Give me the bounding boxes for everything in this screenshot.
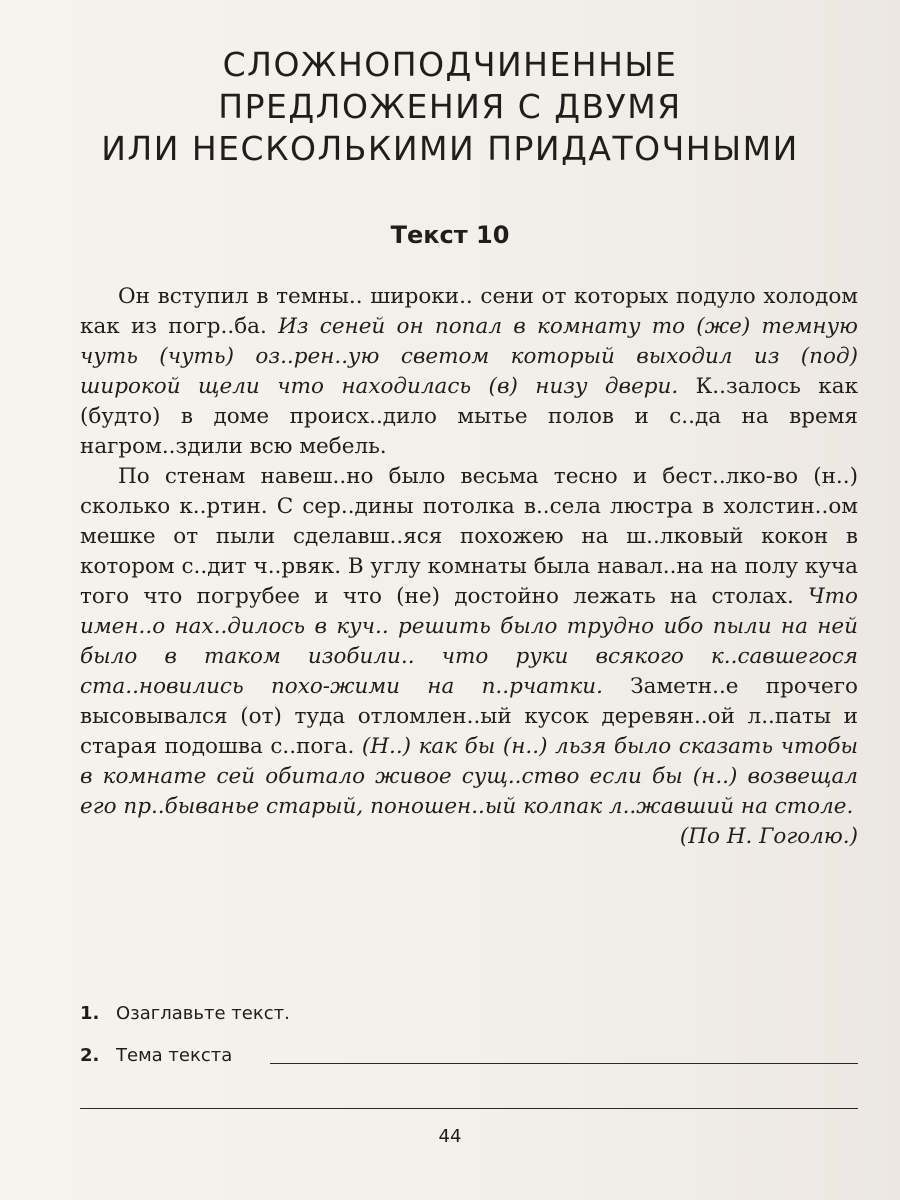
task-1-label: Озаглавьте текст.: [116, 1003, 290, 1024]
p2-part-1: По стенам навеш..но было весьма тесно и бест..лко-во (н..) сколько к..ртин. С сер..дины потолка в..села люстра в холстин..ом мешке от пыли сделавш..яся похожею на ш..лковый кокон в котором с..дит ч..рвяк. В углу комнаты была навал..на на полу куча того что погрубее и что (не) достойно лежать на столах.: [80, 464, 858, 609]
task-2-number: 2.: [80, 1045, 100, 1066]
attribution: (По Н. Гоголю.): [679, 824, 858, 849]
title-line-1: СЛОЖНОПОДЧИНЕННЫЕ: [222, 45, 678, 84]
page-number: 44: [438, 1126, 462, 1147]
task-list: [80, 1000, 858, 1084]
task-2: [80, 1042, 858, 1070]
p1-sentence-2-italic: Из сеней он попал в комнату то (же) темную чуть (чуть) оз..рен..ую светом который выходил из (под) широкой щели что находилась (в) низу двери.: [80, 314, 858, 399]
p1-sentence-3: К..залось как (будто) в доме происх..дило мытье полов и с..да на время нагром..здили всю мебель.: [80, 374, 858, 459]
answer-line-task-2[interactable]: [270, 1063, 858, 1064]
task-1: [80, 1000, 858, 1028]
paragraph-2: [80, 462, 858, 852]
task-2-label: Тема текста: [116, 1045, 233, 1066]
p2-part-4-italic: (Н..) как бы (н..) льзя было сказать чтобы в комнате сей обитало живое сущ..ство если бы (н..) возвещал его пр..бываньe старый, поношен..ый колпак л..жавший на столе.: [80, 734, 858, 819]
title-line-2: ПРЕДЛОЖЕНИЯ С ДВУМЯ: [218, 87, 682, 126]
p2-part-2-italic: Что имен..о нах..дилось в куч.. решить было трудно ибо пыли на ней было в таком изобили.. что руки всякого к..савшегося ста..новились похо-жими на п..рчатки.: [80, 584, 858, 699]
task-1-number: 1.: [80, 1003, 100, 1024]
paragraph-1: [80, 282, 858, 462]
answer-line-extra[interactable]: [80, 1108, 858, 1109]
exercise-text: [80, 282, 858, 852]
p2-part-3: Заметн..е прочего высовывался (от) туда отломлен..ый кусок деревян..ой л..паты и старая подошва с..пога.: [80, 674, 858, 759]
text-heading: Текст 10: [390, 221, 510, 249]
p1-sentence-1: Он вступил в темны.. широки.. сени от которых подуло холодом как из погр..ба.: [80, 284, 858, 339]
title-line-3: ИЛИ НЕСКОЛЬКИМИ ПРИДАТОЧНЫМИ: [101, 129, 799, 168]
page-title: [40, 44, 860, 170]
